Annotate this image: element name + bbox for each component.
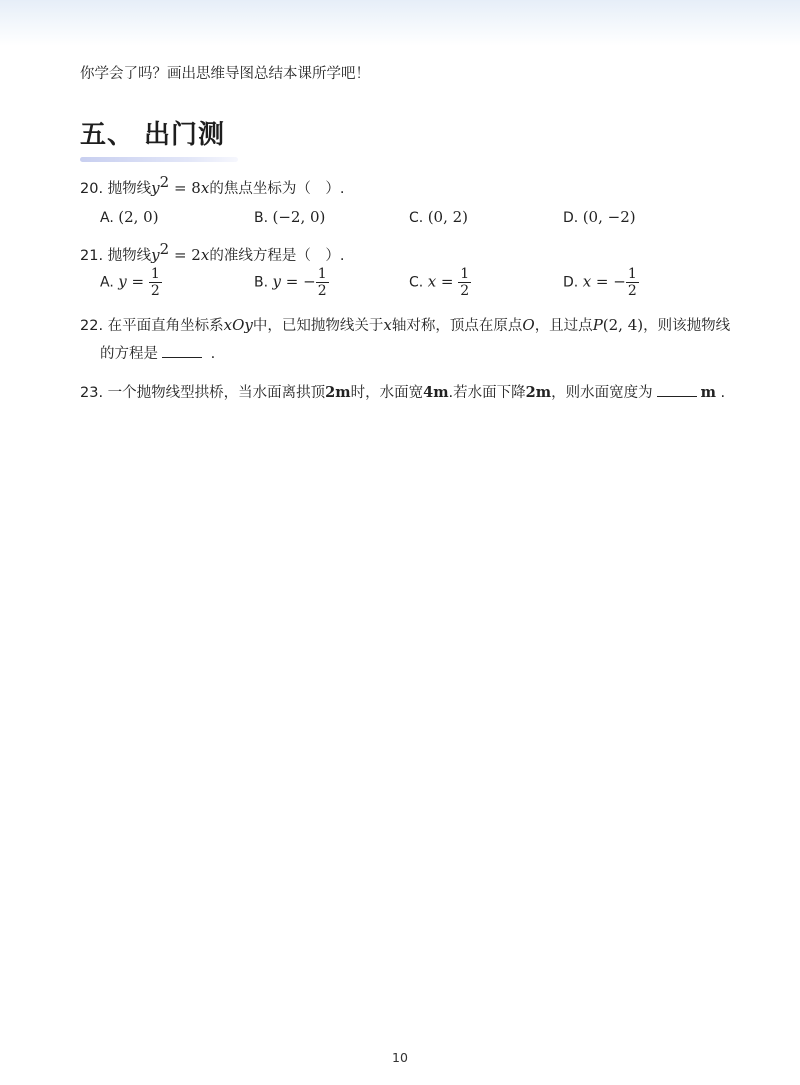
option-21-c[interactable]: C. x = $\frac{1}{2}$ xyxy=(409,266,470,299)
question-21: 21. 抛物线$y^2 = 2x$的准线方程是（ ）. xyxy=(80,240,345,264)
fraction: $\frac{1}{2}$ xyxy=(150,266,160,299)
question-number: 21. xyxy=(80,248,104,264)
intro-text: 你学会了吗？画出思维导图总结本课所学吧！ xyxy=(80,66,370,82)
fraction: $\frac{1}{2}$ xyxy=(317,266,327,299)
question-20: 20. 抛物线$y^2 = 8x$的焦点坐标为（ ）. xyxy=(80,173,345,197)
fraction: $\frac{1}{2}$ xyxy=(460,266,470,299)
question-number: 23. xyxy=(80,385,104,401)
option-21-d[interactable]: D. x = − $\frac{1}{2}$ xyxy=(563,266,637,299)
answer-blank[interactable] xyxy=(162,343,202,358)
option-20-d[interactable]: D. (0, −2) xyxy=(563,208,636,226)
option-20-b[interactable]: B. (−2, 0) xyxy=(254,208,326,226)
question-text: 抛物线 xyxy=(107,248,152,264)
page-number: 10 xyxy=(392,1050,408,1065)
question-number: 22. xyxy=(80,318,104,334)
title-underline xyxy=(80,157,238,162)
question-text: 抛物线 xyxy=(107,181,152,197)
question-23: 23. 一个抛物线型拱桥，当水面离拱顶2m时，水面宽4m.若水面下降2m，则水面宽度为 m . xyxy=(80,384,726,401)
question-22: 22. 在平面直角坐标系xOy中，已知抛物线关于x轴对称，顶点在原点O，且过点P(2, 4)，则该抛物线 xyxy=(80,316,731,334)
section-title: 五、 出门测 xyxy=(80,120,226,150)
option-21-b[interactable]: B. y = − $\frac{1}{2}$ xyxy=(254,266,327,299)
fraction: $\frac{1}{2}$ xyxy=(627,266,637,299)
question-number: 20. xyxy=(80,181,104,197)
question-22-line2: 的方程是 . xyxy=(100,343,215,364)
option-20-c[interactable]: C. (0, 2) xyxy=(409,208,469,226)
header-band xyxy=(0,0,800,46)
option-21-a[interactable]: A. y = $\frac{1}{2}$ xyxy=(100,266,160,299)
answer-blank[interactable] xyxy=(657,382,697,397)
option-20-a[interactable]: A. (2, 0) xyxy=(100,208,159,226)
